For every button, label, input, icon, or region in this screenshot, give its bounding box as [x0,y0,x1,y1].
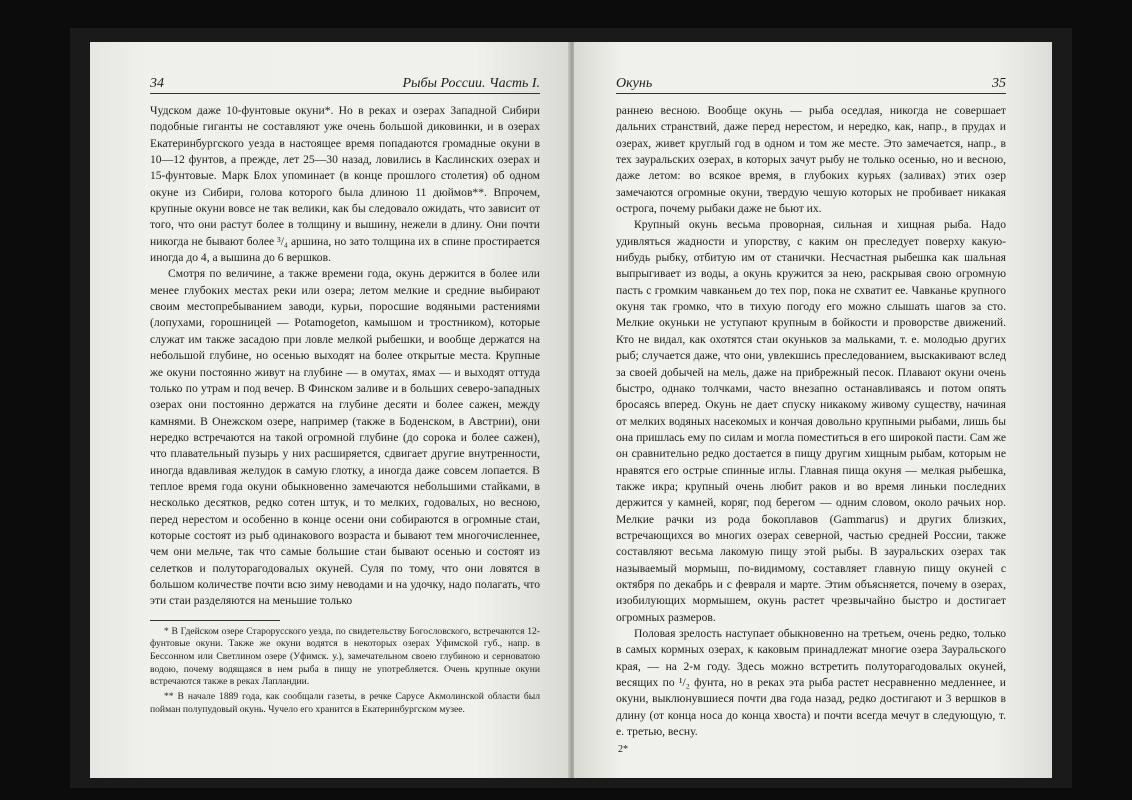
printer-signature-mark: 2* [618,744,628,756]
right-paragraph: раннею весною. Вообще окунь — рыба оседлая, никогда не совершает дальних странствий, даже перед нерестом, и нередко, как, напр., в прудах и озерах, живет круглый год в одном и том же месте. Это замечается, напр., в тех зауральских озерах, в которых зачут рыбу не только осенью, но и весною, даже летом: во всякое время, в глубоких курьях (заливах) этих озер замечаются огромные окуни, твердую чешую которых не пробивает никакая острога, почему рыбаки даже не бьют их. [616,104,1006,216]
left-running-header [150,76,540,94]
right-paragraph: Половая зрелость наступает обыкновенно на третьем, очень редко, только в самых кормных озерах, к каковым принадлежат многие озера Зауральского края, — на 2-м году. Здесь можно встретить полуторагодовалых окуней, весящих по ¹/₂ фунта, но в реках эта рыба растет несравненно медленнее, и окуни, выклюнувшиеся почти два года назад, редко достигают и 3 вершков в длину (от конца носа до конца хвоста) и почти всегда мечут в следующую, т. е. третью, весну. [616,627,1006,739]
right-body-text [616,103,1006,740]
right-paragraph: Крупный окунь весьма проворная, сильная и хищная рыба. Надо удивляться жадности и упорству, с каким он преследует поверху какую-нибудь рыбку, отбитую им от станички. Несчастная рыбешка как шальная выпрыгивает из воды, а окунь кружится за нею, раскрывая свою огромную пасть с громким чавканьем до тех пор, пока не схватит ее. Чавканье крупного окуня так громко, что в тихую погоду его можно слышать шагов за сто. Мелкие окуньки не уступают крупным в бойкости и проворстве движений. Кто не видал, как охотятся стаи окуньков за мальками, т. е. молодью других рыб; случается даже, что они, увлекшись преследованием, выскакивают вслед за своей добычей на мель, даже на прибрежный песок. Плавают окуни очень быстро, однако толчками, часто внезапно останавливаясь и потом опять бросаясь вперед. Окунь не дает спуску никакому живому существу, начиная от мелких водяных насекомых и кончая довольно крупными рыбами, лишь бы она пришлась ему по силам и могла поместиться в его широкой пасти. Сам же он сравнительно редко достается в пищу другим хищным рыбам, которым не нравятся его острые спинные иглы. Главная пища окуня — мелкая рыбешка, также икра; крупный очень любит раков и во время линьки последних держится у камней, коряг, под берегом — одним словом, около рачьих нор. Мелкие рачки из рода бокоплавов (Gammarus) и других близких, встречающихся во многих озерах северной, частью средней России, также составляют весьма лакомую пищу этой рыбы. В зауральских озерах так называемый мормыш, по-видимому, составляет главную пищу окуней с октября по декабрь и с февраля и марте. Этим объясняется, почему в озерах, изобилующих мормышем, окунь растет чрезвычайно быстро и достигает огромных размеров. [616,218,1006,624]
right-running-header [616,76,1006,94]
footnote: ** В начале 1889 года, как сообщали газеты, в речке Сарусе Акмолинской области был пойман полупудовый окунь. Чучело его хранится в Екатеринбургском музее. [150,691,540,715]
footnote-rule [150,620,280,621]
left-paragraph: Смотря по величине, а также времени года, окунь держится в более или менее глубоких местах реки или озера; летом мелкие и средние выбирают своим местопребыванием заводи, курьи, поросшие водяными растениями (лопухами, горошницей — Potamogeton, камышом и тростником), которые служат им также засадою при ловле мелкой рыбешки, и вообще держатся на небольшой глубине, но осенью выходят на более открытые места. Крупные же окуни постоянно живут на глубине — в омутах, ямах — и выходят оттуда только по утрам и под вечер. В Финском заливе и в больших северо-западных озерах они постоянно держатся на глубине десяти и более сажен, между камнями. В Онежском озере, например (также в Боденском, в Австрии), они нередко встречаются на такой огромной глубине (до сорока и более сажен), что плавательный пузырь у них расширяется, сдвигает другие внутренности, иногда вдавливая желудок в самую глотку, а иногда даже совсем лопается. В теплое время года окуни обыкновенно замечаются небольшими стайками, в несколько десятков, редко сотен штук, и то мелких, годовалых, но весною, перед нерестом и особенно в конце осени они собираются в огромные стаи, которые состоят из рыб одинакового возраста и бывают тем многочисленнее, чем они мельче, так что самые большие стаи бывают осенью и состоят из селетков и полуторагодовалых окуней. Суля по тому, что они ловятся в большом количестве почти всю зиму неводами и на удочку, надо полагать, что эти стаи разделяются на меньшие только [150,267,540,608]
left-paragraph: Чудском даже 10-фунтовые окуни*. Но в реках и озерах Западной Сибири подобные гиганты не составляют уже очень большой диковинки, и в озерах Екатеринбургского уезда в настоящее время попадаются громадные окуни в 10—12 фунтов, а прежде, лет 25—30 назад, ловились в Каслинских озерах и 15-фунтовые. Марк Блох упоминает (в конце прошлого столетия) об одном окуне из Сибири, голова которого была длиною 11 дюймов**. Впрочем, крупные окуни вовсе не так велики, как бы следовало ожидать, что зависит от того, что они растут более в толщину и вышину, нежели в длину. Они почти никогда не бывают более ³/₄ аршина, но зато толщина их в спине простирается иногда до 4, а вышина до 6 вершков. [150,104,540,265]
left-page-number: 34 [150,76,164,91]
left-body-text [150,103,540,610]
right-running-title: Окунь [616,76,653,91]
left-footnotes [150,626,540,717]
left-running-title: Рыбы России. Часть I. [402,76,540,91]
footnote: * В Гдейском озере Старорусского уезда, по свидетельству Богословского, встречаются 12-фунтовые окуни. Также же окуни водятся в некоторых озерах Уфимской губ., напр. в Бессонном или Светлином озере (Уфимск. у.), замечательном своею глубиною и серноватою водою, почему водящаяся в нем рыба в пищу не употребляется. Очень крупные окуни встречаются также в реках Лапландии. [150,625,540,688]
left-page [90,42,570,778]
right-page-number: 35 [992,76,1006,91]
right-page [574,42,1052,778]
